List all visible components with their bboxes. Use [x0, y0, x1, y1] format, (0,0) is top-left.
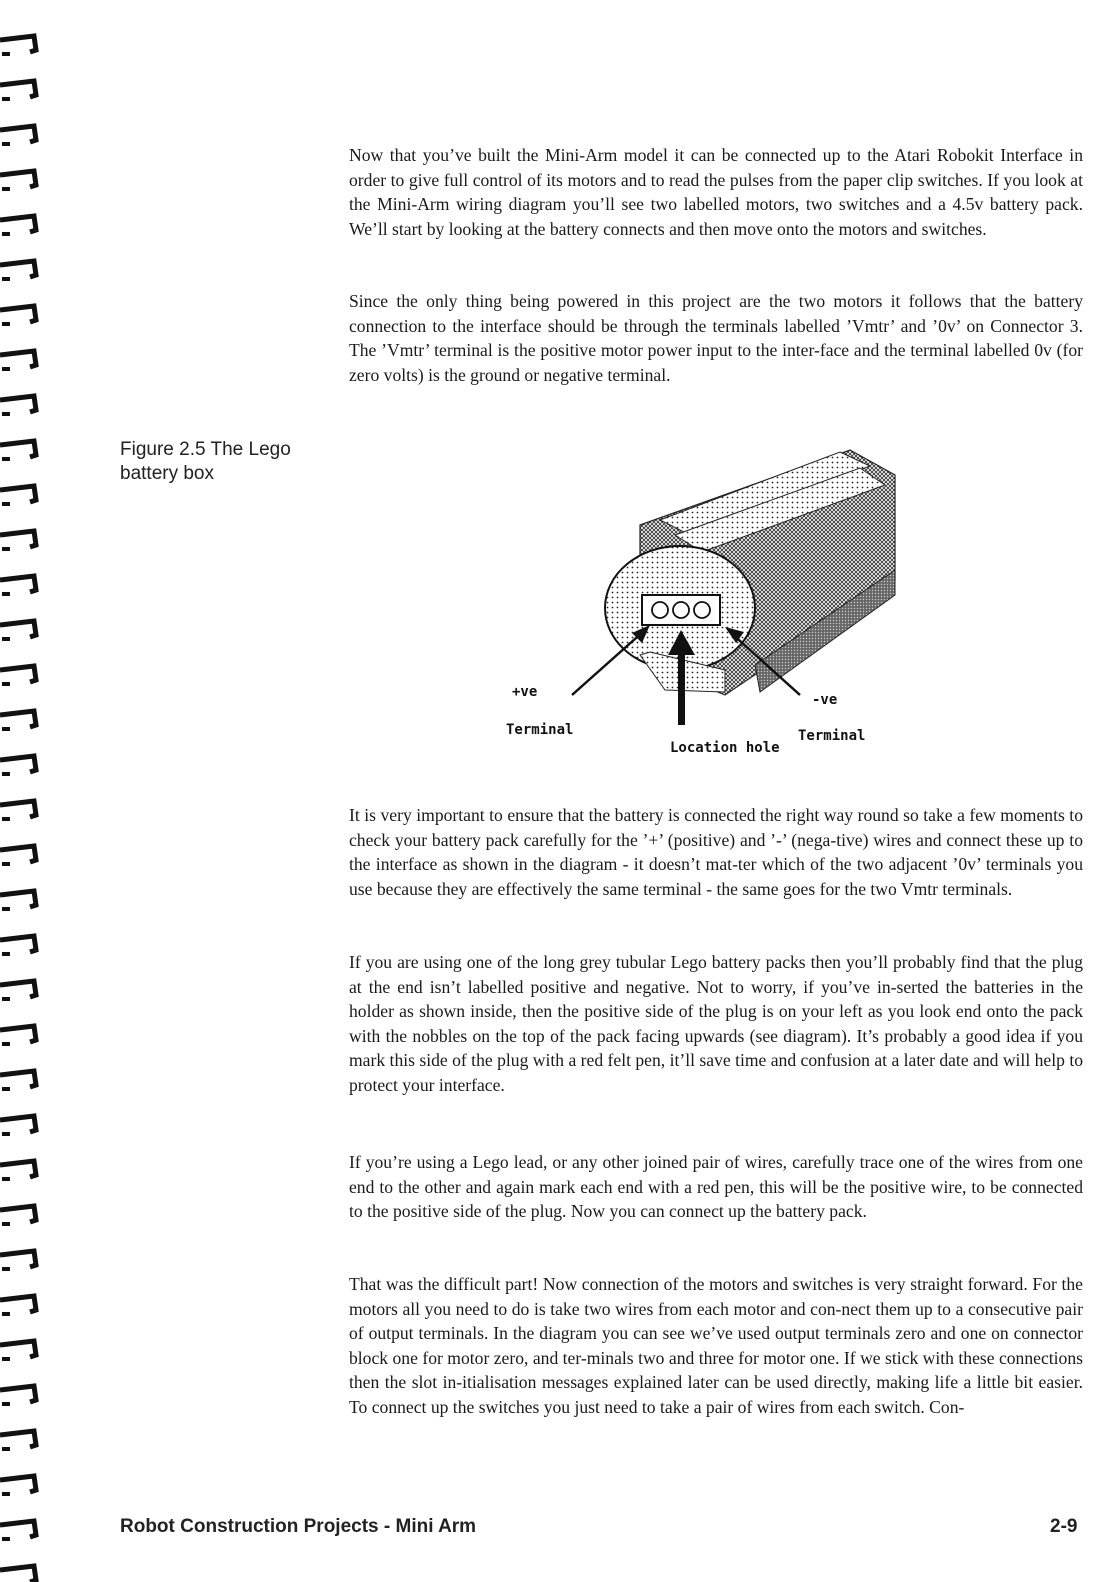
binding-ring: [0, 621, 36, 639]
binding-ring: [0, 216, 36, 234]
binding-ring: [0, 1521, 36, 1539]
binding-ring: [0, 1431, 36, 1449]
binding-ring: [0, 1161, 36, 1179]
binding-ring: [0, 891, 36, 909]
paragraph-polarity: It is very important to ensure that the battery is connected the right way round so take a few moments to check your battery pack carefully for the ’+’ (positive) and ’-’ (nega-tive) wires and connect these up to the interface as shown in the diagram - it doesn’t mat-ter which of the two adjacent ’0v’ terminals you use because they are effectively the same terminal - the same goes for the two Vmtr terminals.: [349, 805, 1083, 899]
binding-ring: [0, 531, 36, 549]
figure-caption: Figure 2.5 The Lego battery box: [120, 439, 291, 484]
binding-ring: [0, 1251, 36, 1269]
spiral-binding: [0, 0, 52, 1582]
binding-ring: [0, 306, 36, 324]
binding-ring: [0, 1116, 36, 1134]
binding-ring: [0, 1566, 36, 1582]
binding-ring: [0, 486, 36, 504]
binding-ring: [0, 936, 36, 954]
footer-title: Robot Construction Projects - Mini Arm: [120, 1516, 477, 1537]
binding-ring: [0, 1071, 36, 1089]
paragraph-lego-lead: If you’re using a Lego lead, or any other joined pair of wires, carefully trace one of the wires from one end to the other and again mark each end with a red pen, this will be the positive wire, to be connected to the positive side of the plug. Now you can connect up the battery pack.: [349, 1152, 1083, 1221]
binding-ring: [0, 171, 36, 189]
binding-ring: [0, 1296, 36, 1314]
positive-terminal-label: Terminal: [506, 722, 574, 738]
negative-sign-label: -ve: [812, 692, 838, 708]
binding-ring: [0, 36, 36, 54]
location-hole-label: Location hole: [670, 740, 780, 756]
binding-ring: [0, 666, 36, 684]
binding-ring: [0, 1341, 36, 1359]
positive-sign-label: +ve: [512, 684, 538, 700]
binding-ring: [0, 1026, 36, 1044]
battery-box-figure: [490, 430, 910, 775]
binding-ring: [0, 1206, 36, 1224]
binding-ring: [0, 846, 36, 864]
binding-ring: [0, 261, 36, 279]
paragraph-intro: Now that you’ve built the Mini-Arm model it can be connected up to the Atari Robokit Interface in order to give full control of its motors and to read the pulses from the paper clip switches. If you look at the Mini-Arm wiring diagram you’ll see two labelled motors, two switches and a 4.5v battery pack. We’ll start by looking at the battery connects and then move onto the motors and switches.: [349, 145, 1083, 239]
binding-ring: [0, 711, 36, 729]
binding-ring: [0, 1476, 36, 1494]
paragraph-lego-pack: If you are using one of the long grey tubular Lego battery packs then you’ll probably find that the plug at the end isn’t labelled positive and negative. Not to worry, if you’ve in-serted the batteries in the holder as shown inside, then the positive side of the plug is on your left as you look end onto the pack with the nobbles on the top of the pack facing upwards (see diagram). It’s probably a good idea if you mark this side of the plug with a red felt pen, it’ll save time and confusion at a later date and will help to protect your interface.: [349, 952, 1083, 1095]
paragraph-motors-switches: That was the difficult part! Now connection of the motors and switches is very straight forward. For the motors all you need to do is take two wires from each motor and con-nect them up to a consecutive pair of output terminals. In the diagram you can see we’ve used output terminals zero and one on connector block one for motor zero, and ter-minals two and three for motor one. If we stick with these connections then the slot in-itialisation messages explained later can be used directly, making life a little bit easier. To connect up the switches you just need to take a pair of wires from each switch. Con-: [349, 1274, 1083, 1417]
binding-ring: [0, 351, 36, 369]
binding-ring: [0, 81, 36, 99]
negative-terminal-label: Terminal: [798, 728, 866, 744]
binding-ring: [0, 756, 36, 774]
binding-ring: [0, 801, 36, 819]
battery-pack-drawing: [572, 450, 895, 725]
binding-ring: [0, 441, 36, 459]
binding-ring: [0, 396, 36, 414]
binding-ring: [0, 1386, 36, 1404]
binding-ring: [0, 576, 36, 594]
binding-ring: [0, 981, 36, 999]
binding-ring: [0, 126, 36, 144]
paragraph-battery-connection: Since the only thing being powered in this project are the two motors it follows that the battery connection to the interface should be through the terminals labelled ’Vmtr’ and ’0v’ on Connector 3. The ’Vmtr’ terminal is the positive motor power input to the inter-face and the terminal labelled 0v (for zero volts) is the ground or negative terminal.: [349, 291, 1083, 385]
page-number: 2-9: [1050, 1516, 1078, 1537]
